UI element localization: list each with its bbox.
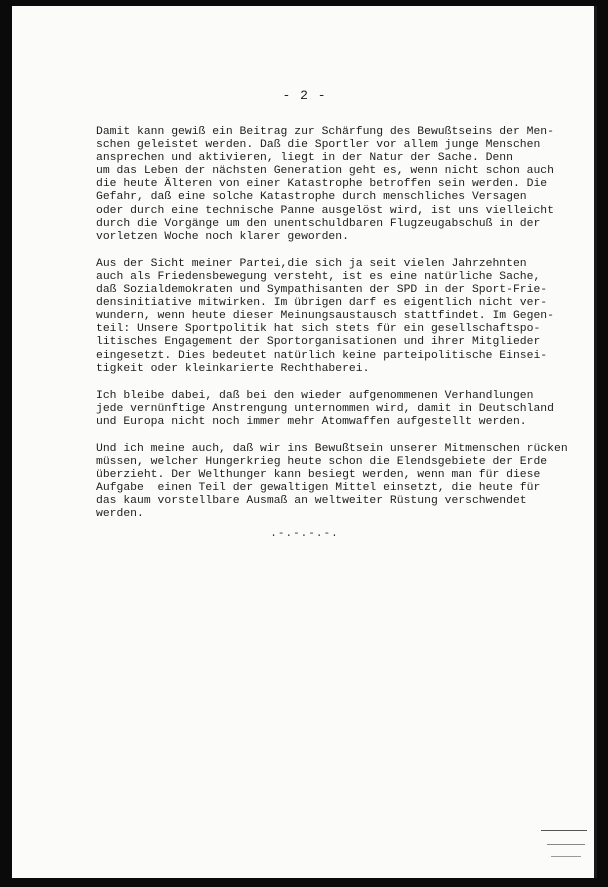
text-line: Und ich meine auch, daß wir ins Bewußtsein unserer Mitmenschen rücken — [96, 442, 568, 455]
text-line: densinitiative mitwirken. Im übrigen darf es eigentlich nicht ver- — [96, 297, 548, 310]
text-line: Aufgabe einen Teil der gewaltigen Mittel einsetzt, die heute für — [96, 482, 541, 495]
text-line: Damit kann gewiß ein Beitrag zur Schärfung des Bewußtseins der Men- — [96, 126, 554, 138]
text-line: litisches Engagement der Sportorganisationen und ihrer Mitglieder — [96, 336, 541, 349]
text-line: und Europa nicht noch immer mehr Atomwaffen aufgestellt werden. — [96, 415, 527, 428]
text-line: schen geleistet werden. Daß die Sportler vor allem junge Menschen — [96, 139, 541, 152]
text-line: wundern, wenn heute dieser Meinungsaustausch stattfindet. Im Gegen- — [96, 310, 554, 323]
page-number: - 2 - — [282, 88, 327, 103]
text-line: werden. — [96, 508, 144, 521]
text-line: um das Leben der nächsten Generation geht es, wenn nicht schon auch — [96, 165, 554, 178]
text-line: vorletzen Woche noch klarer geworden. — [96, 230, 349, 243]
scan-artifact — [541, 826, 591, 866]
text-line: die heute Älteren von einer Katastrophe betroffen sein werden. Die — [96, 178, 548, 191]
paragraph-2 — [96, 258, 566, 376]
text-line: oder durch eine technische Panne ausgelöst wird, ist uns vielleicht — [96, 204, 554, 217]
text-line: jede vernünftige Anstrengung unternommen wird, damit in Deutschland — [96, 402, 554, 415]
document-page — [12, 6, 597, 878]
text-line: teil: Unsere Sportpolitik hat sich stets für ein gesellschaftspo- — [96, 323, 541, 336]
text-line: müssen, welcher Hungerkrieg heute schon die Elendsgebiete der Erde — [96, 456, 548, 469]
text-line: durch die Vorgänge um den unentschuldbaren Flugzeugabschuß in der — [96, 217, 541, 230]
text-line: ansprechen und aktivieren, liegt in der Natur der Sache. Denn — [96, 152, 513, 165]
end-mark: .-.-.-.-. — [270, 528, 339, 540]
text-line: Gefahr, daß eine solche Katastrophe durch menschliches Versagen — [96, 191, 527, 204]
text-line: überzieht. Der Welthunger kann besiegt werden, wenn man für diese — [96, 469, 541, 482]
text-line: tigkeit oder kleinkarierte Rechthaberei. — [96, 362, 370, 375]
text-line: eingesetzt. Dies bedeutet natürlich keine parteipolitische Einsei- — [96, 349, 548, 362]
text-line: daß Sozialdemokraten und Sympathisanten der SPD in der Sport-Frie- — [96, 284, 548, 297]
paragraph-3 — [96, 390, 566, 429]
text-line: auch als Friedensbewegung versteht, ist es eine natürliche Sache, — [96, 270, 541, 283]
paragraph-1 — [96, 126, 566, 244]
text-line: Aus der Sicht meiner Partei,die sich ja seit vielen Jahrzehnten — [96, 257, 527, 270]
body-text — [96, 126, 566, 536]
scan-edge — [594, 6, 597, 878]
paragraph-4 — [96, 443, 566, 522]
text-line: das kaum vorstellbare Ausmaß an weltweiter Rüstung verschwendet — [96, 495, 527, 508]
text-line: Ich bleibe dabei, daß bei den wieder aufgenommenen Verhandlungen — [96, 389, 534, 402]
